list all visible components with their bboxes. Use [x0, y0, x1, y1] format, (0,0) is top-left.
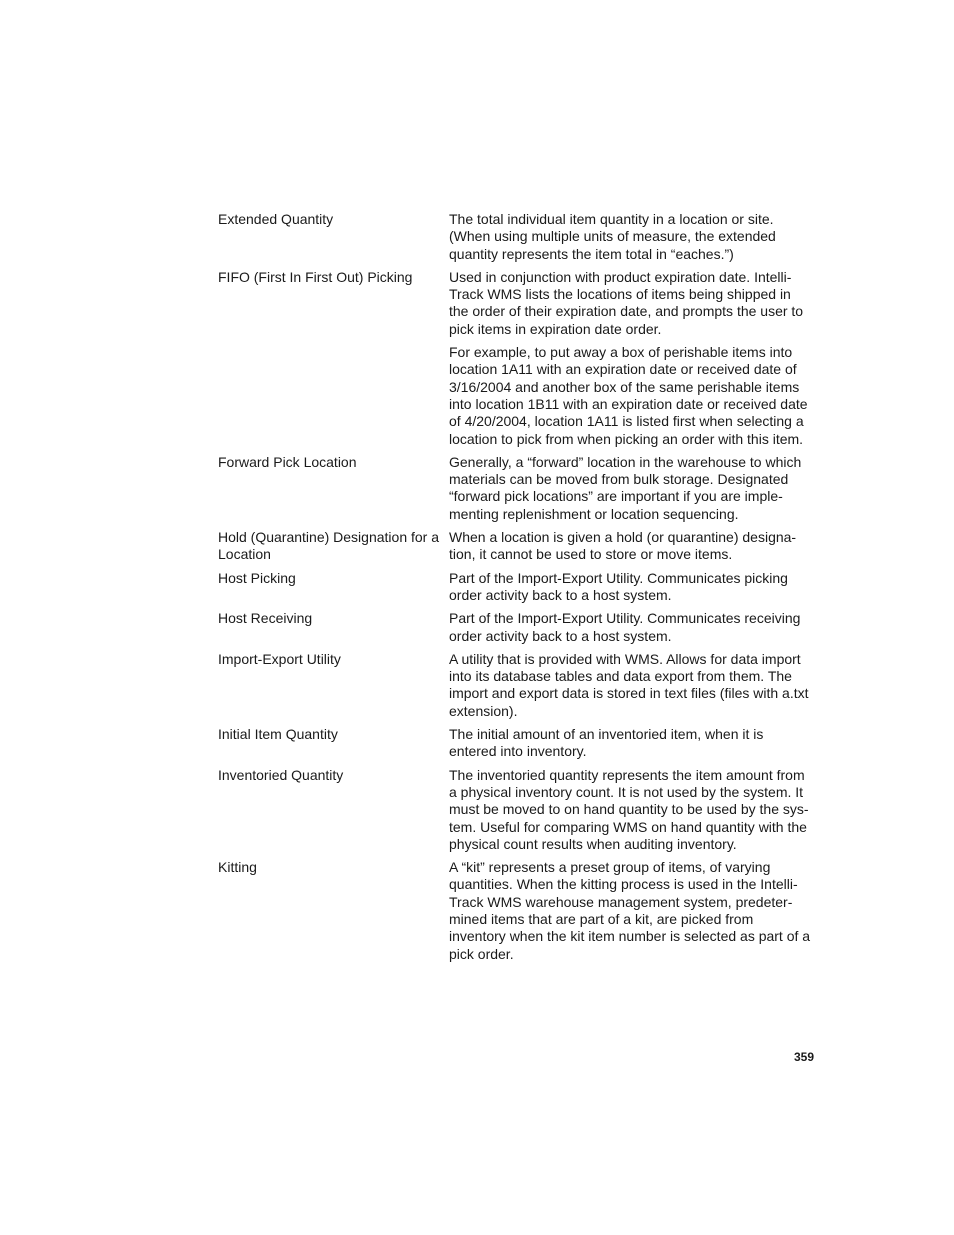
- glossary-definition: [449, 767, 811, 859]
- definition-paragraph: The initial amount of an inventoried item, when it is entered into inventory.: [449, 726, 764, 760]
- glossary-term: Initial Item Quantity: [218, 726, 338, 743]
- glossary-definition: [449, 651, 811, 726]
- glossary-definition: [449, 454, 811, 529]
- definition-paragraph: When a location is given a hold (or quarantine) designa-tion, it cannot be used to store or move items.: [449, 529, 797, 563]
- glossary-entry-inventoried-quantity: [218, 767, 818, 859]
- glossary-entry-initial-item-quantity: [218, 726, 818, 767]
- glossary-entry-hold-quarantine: [218, 529, 818, 570]
- definition-paragraph: For example, to put away a box of perishable items into location 1A11 with an expiration date or received date of 3/16/2004 and another box of the same perishable items into location 1B11 with an expiration date or received date of 4/20/2004, location 1A11 is listed first when selecting a location to pick from when picking an order with this item.: [449, 344, 808, 447]
- definition-paragraph: The total individual item quantity in a location or site. (When using multiple units of measure, the extended quantity represents the item total in “eaches.”): [449, 211, 776, 262]
- glossary-term: Host Receiving: [218, 610, 313, 627]
- glossary-list: [218, 211, 818, 969]
- glossary-term: Inventoried Quantity: [218, 766, 344, 783]
- glossary-term: Host Picking: [218, 569, 296, 586]
- glossary-definition: [449, 269, 811, 454]
- glossary-term: Import-Export Utility: [218, 650, 341, 667]
- glossary-entry-extended-quantity: [218, 211, 818, 269]
- glossary-term: Forward Pick Location: [218, 453, 357, 470]
- glossary-entry-forward-pick-location: [218, 454, 818, 529]
- glossary-definition: [449, 859, 811, 969]
- glossary-entry-kitting: [218, 859, 818, 969]
- glossary-term: Extended Quantity: [218, 211, 334, 227]
- definition-paragraph: Part of the Import-Export Utility. Communicates picking order activity back to a host system.: [449, 569, 788, 603]
- glossary-definition: [449, 610, 811, 651]
- definition-paragraph: Used in conjunction with product expiration date. Intelli-Track WMS lists the locations of items being shipped in the order of their expiration date, and prompts the user to pick items in expiration date order.: [449, 268, 804, 337]
- glossary-entry-host-picking: [218, 570, 818, 611]
- glossary-definition: [449, 211, 811, 269]
- glossary-entry-host-receiving: [218, 610, 818, 651]
- definition-paragraph: A “kit” represents a preset group of items, of varying quantities. When the kitting process is used in the Intelli-Track WMS warehouse management system, predeter-mined items that are part of a kit, are picked from inventory when the kit item number is selected as part of a pick order.: [449, 859, 811, 962]
- glossary-definition: [449, 726, 811, 767]
- definition-paragraph: Part of the Import-Export Utility. Communicates receiving order activity back to a host system.: [449, 610, 801, 644]
- definition-paragraph: A utility that is provided with WMS. Allows for data import into its database tables and data export from them. The import and export data is stored in text files (files with a.txt extension).: [449, 650, 809, 719]
- glossary-entry-fifo-picking: [218, 269, 818, 454]
- glossary-term: Kitting: [218, 859, 257, 876]
- glossary-entry-import-export-utility: [218, 651, 818, 726]
- glossary-term: Hold (Quarantine) Designation for a Location: [218, 529, 440, 563]
- definition-paragraph: The inventoried quantity represents the item amount from a physical inventory count. It is not used by the system. It must be moved to on hand quantity to be used by the sys-tem. Useful for comparing WMS on hand quantity with the physical count results when auditing inventory.: [449, 766, 809, 852]
- page-number: 359: [793, 1050, 814, 1064]
- glossary-definition: [449, 570, 811, 611]
- glossary-term: FIFO (First In First Out) Picking: [218, 268, 413, 285]
- definition-paragraph: Generally, a “forward” location in the warehouse to which materials can be moved from bulk storage. Designated “forward pick locations” are important if you are imple-menting replenishment or location sequencing.: [449, 453, 802, 522]
- glossary-definition: [449, 529, 811, 570]
